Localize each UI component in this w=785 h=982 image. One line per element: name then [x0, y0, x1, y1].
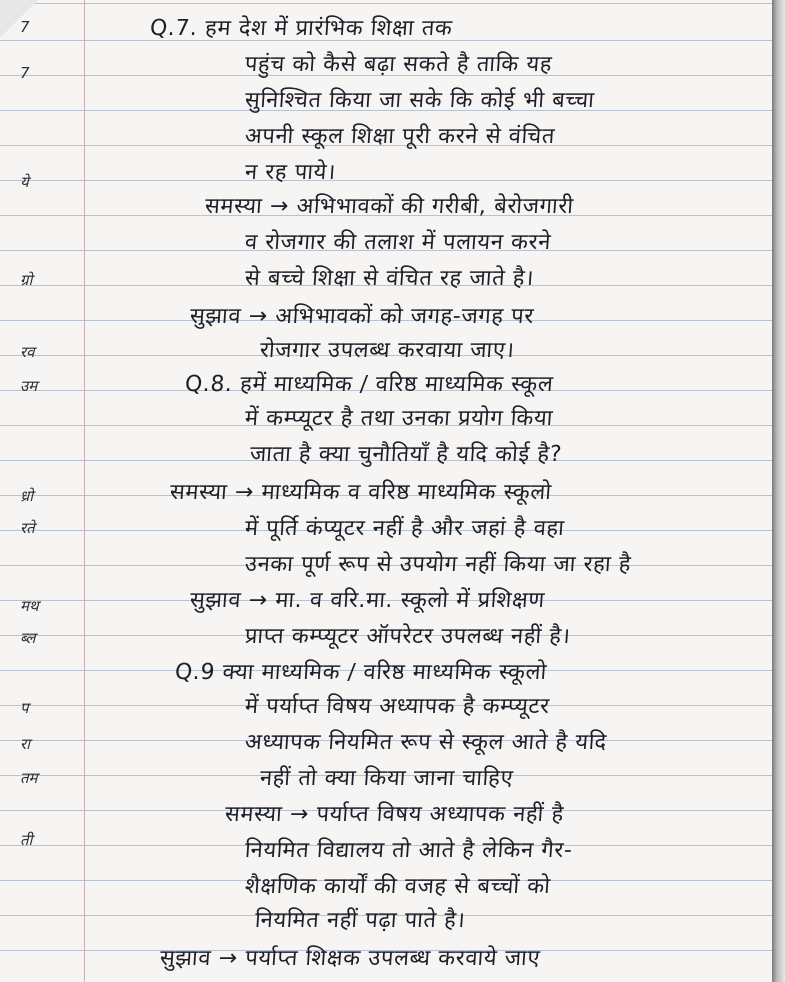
text-line: नहीं तो क्या किया जाना चाहिए: [259, 766, 515, 791]
suggestion-line: सुझाव → मा. व वरि.मा. स्कूलो में प्रशिक्षण: [189, 588, 546, 613]
problem-line: समस्या → अभिभावकों की गरीबी, बेरोजगारी: [204, 194, 575, 219]
margin-mark: ब्ल: [20, 629, 36, 647]
question-heading: Q.8. हमें माध्यमिक / वरिष्ठ माध्यमिक स्कूल: [184, 372, 555, 397]
text-line: जाता है क्या चुनौतियाँ है यदि कोई है?: [249, 442, 563, 467]
margin-mark: रते: [20, 519, 35, 537]
margin-mark: उम: [20, 377, 38, 395]
margin-rule: [84, 0, 85, 982]
text-line: से बच्चे शिक्षा से वंचित रह जाते है।: [244, 266, 535, 291]
suggestion-line: सुझाव → अभिभावकों को जगह-जगह पर: [189, 304, 535, 329]
text-line: अध्यापक नियमित रूप से स्कूल आते है यदि: [244, 730, 608, 755]
margin-mark: प: [20, 699, 29, 717]
text-line: सुनिश्चित किया जा सके कि कोई भी बच्चा: [244, 88, 596, 113]
text-line: नियमित नहीं पढ़ा पाते है।: [254, 908, 467, 933]
margin-mark: मथ: [20, 597, 39, 615]
problem-line: समस्या → पर्याप्त विषय अध्यापक नहीं है: [224, 802, 565, 827]
margin-mark: 7: [20, 64, 30, 82]
text-line: पहुंच को कैसे बढ़ा सकते है ताकि यह: [244, 52, 553, 77]
suggestion-line: सुझाव → पर्याप्त शिक्षक उपलब्ध करवाये जाए: [159, 946, 542, 971]
scan-edge: [772, 0, 785, 982]
text-line: में पर्याप्त विषय अध्यापक है कम्प्यूटर: [244, 694, 551, 719]
margin-mark: रा: [20, 735, 31, 753]
text-line: अपनी स्कूल शिक्षा पूरी करने से वंचित: [244, 124, 556, 149]
text-line: नियमित विद्यालय तो आते है लेकिन गैर-: [244, 838, 574, 863]
problem-line: समस्या → माध्यमिक व वरिष्ठ माध्यमिक स्कूलो: [169, 480, 553, 505]
text-line: शैक्षणिक कार्यों की वजह से बच्चों को: [244, 874, 552, 899]
text-line: न रह पाये।: [244, 160, 337, 185]
margin-mark: ये: [20, 173, 29, 191]
page-corner-fold: [0, 0, 38, 38]
text-line: व रोजगार की तलाश में पलायन करने: [244, 230, 552, 255]
margin-mark: ध्रो: [20, 487, 34, 505]
question-heading: Q.9 क्या माध्यमिक / वरिष्ठ माध्यमिक स्कूलो: [174, 660, 548, 685]
margin-mark: रव: [20, 343, 35, 361]
text-line: उनका पूर्ण रूप से उपयोग नहीं किया जा रहा है: [244, 552, 632, 577]
text-line: रोजगार उपलब्ध करवाया जाए।: [259, 338, 516, 363]
text-line: प्राप्त कम्प्यूटर ऑपरेटर उपलब्ध नहीं है।: [244, 624, 572, 649]
text-line: में पूर्ति कंप्यूटर नहीं है और जहां है वहा: [244, 516, 566, 541]
margin-mark: ती: [20, 831, 33, 849]
margin-mark: तम: [20, 769, 38, 787]
text-line: में कम्प्यूटर है तथा उनका प्रयोग किया: [244, 406, 554, 431]
question-heading: Q.7. हम देश में प्रारंभिक शिक्षा तक: [149, 16, 454, 41]
margin-mark: ग्रो: [20, 271, 33, 289]
margin-mark: 7: [20, 18, 30, 36]
